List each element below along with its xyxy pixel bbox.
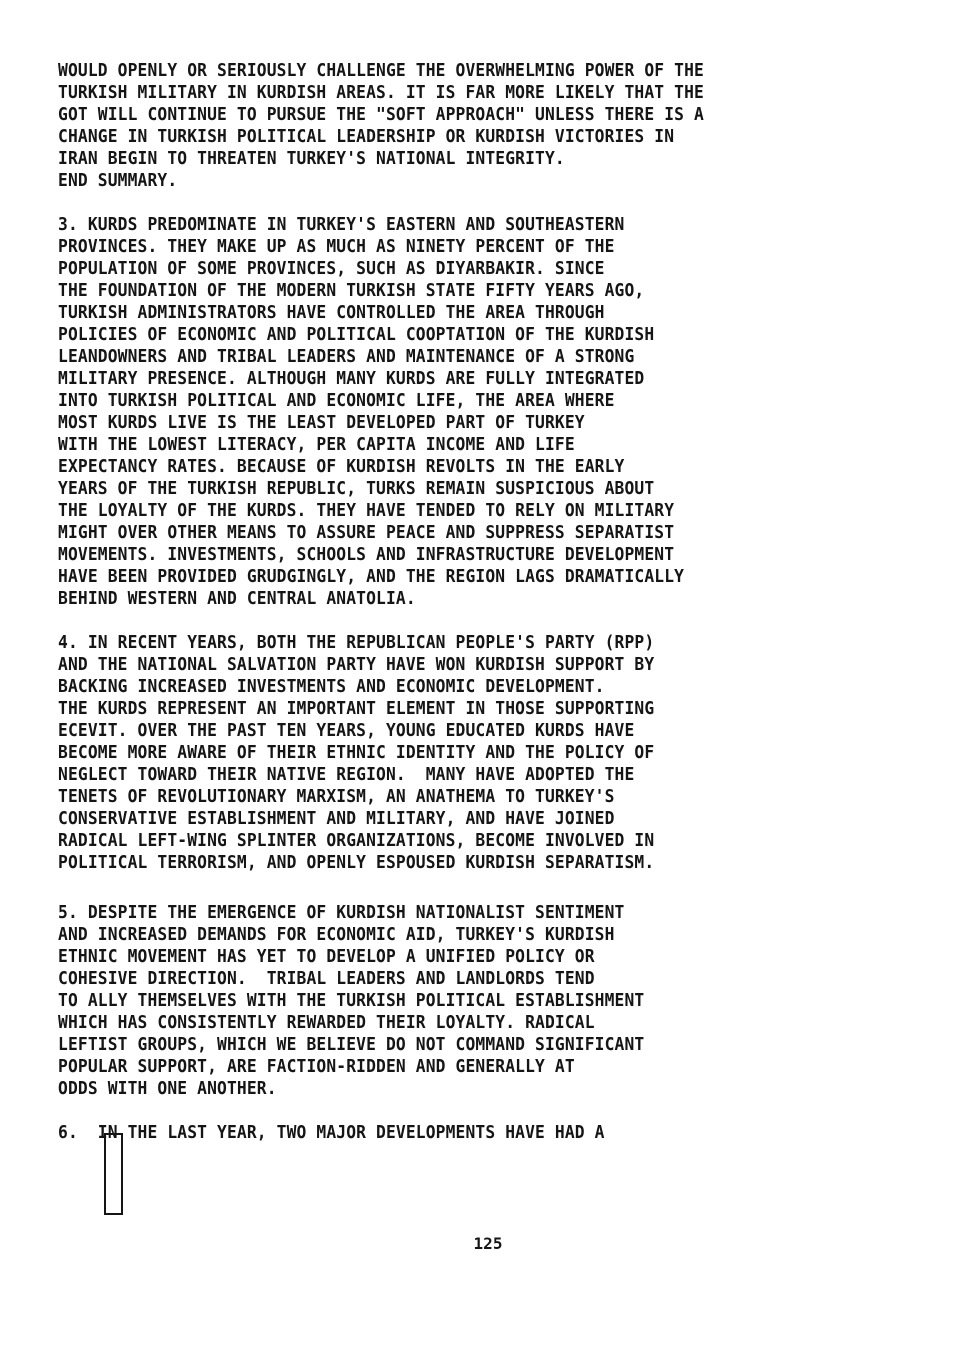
text-line: ECEVIT. OVER THE PAST TEN YEARS, YOUNG EDUCATED KURDS HAVE: [58, 721, 635, 741]
text-line: POLITICAL TERRORISM, AND OPENLY ESPOUSED KURDISH SEPARATISM.: [58, 853, 655, 873]
text-line: WHICH HAS CONSISTENTLY REWARDED THEIR LOYALTY. RADICAL: [58, 1013, 595, 1033]
text-line: GOT WILL CONTINUE TO PURSUE THE "SOFT APPROACH" UNLESS THERE IS A: [58, 105, 704, 125]
text-line: POLICIES OF ECONOMIC AND POLITICAL COOPTATION OF THE KURDISH: [58, 325, 655, 345]
text-line: POPULAR SUPPORT, ARE FACTION-RIDDEN AND GENERALLY AT: [58, 1057, 575, 1077]
text-line: WITH THE LOWEST LITERACY, PER CAPITA INCOME AND LIFE: [58, 435, 575, 455]
text-line: POPULATION OF SOME PROVINCES, SUCH AS DIYARBAKIR. SINCE: [58, 259, 605, 279]
page-number: 125: [473, 1234, 503, 1253]
text-line: MIGHT OVER OTHER MEANS TO ASSURE PEACE AND SUPPRESS SEPARATIST: [58, 523, 675, 543]
text-line: IRAN BEGIN TO THREATEN TURKEY'S NATIONAL INTEGRITY.: [58, 149, 565, 169]
text-line: 3. KURDS PREDOMINATE IN TURKEY'S EASTERN AND SOUTHEASTERN: [58, 215, 625, 235]
text-line: BECOME MORE AWARE OF THEIR ETHNIC IDENTITY AND THE POLICY OF: [58, 743, 655, 763]
text-line: TURKISH MILITARY IN KURDISH AREAS. IT IS FAR MORE LIKELY THAT THE: [58, 83, 704, 103]
text-line: HAVE BEEN PROVIDED GRUDGINGLY, AND THE REGION LAGS DRAMATICALLY: [58, 567, 685, 587]
paragraph-summary-end: [58, 60, 928, 192]
text-line: YEARS OF THE TURKISH REPUBLIC, TURKS REMAIN SUSPICIOUS ABOUT: [58, 479, 655, 499]
text-line: EXPECTANCY RATES. BECAUSE OF KURDISH REVOLTS IN THE EARLY: [58, 457, 625, 477]
text-line: RADICAL LEFT-WING SPLINTER ORGANIZATIONS, BECOME INVOLVED IN: [58, 831, 655, 851]
paragraph-4: [58, 632, 928, 874]
text-line: ETHNIC MOVEMENT HAS YET TO DEVELOP A UNIFIED POLICY OR: [58, 947, 595, 967]
text-line: 6. IN THE LAST YEAR, TWO MAJOR DEVELOPMENTS HAVE HAD A: [58, 1123, 605, 1143]
text-line: THE FOUNDATION OF THE MODERN TURKISH STATE FIFTY YEARS AGO,: [58, 281, 645, 301]
text-line: PROVINCES. THEY MAKE UP AS MUCH AS NINETY PERCENT OF THE: [58, 237, 615, 257]
text-line: INTO TURKISH POLITICAL AND ECONOMIC LIFE, THE AREA WHERE: [58, 391, 615, 411]
text-line: BACKING INCREASED INVESTMENTS AND ECONOMIC DEVELOPMENT.: [58, 677, 605, 697]
redaction-box: [104, 1133, 123, 1215]
text-line: AND INCREASED DEMANDS FOR ECONOMIC AID, TURKEY'S KURDISH: [58, 925, 615, 945]
text-line: LEFTIST GROUPS, WHICH WE BELIEVE DO NOT COMMAND SIGNIFICANT: [58, 1035, 645, 1055]
text-line: AND THE NATIONAL SALVATION PARTY HAVE WON KURDISH SUPPORT BY: [58, 655, 655, 675]
text-line: LEANDOWNERS AND TRIBAL LEADERS AND MAINTENANCE OF A STRONG: [58, 347, 635, 367]
text-line: MOST KURDS LIVE IS THE LEAST DEVELOPED PART OF TURKEY: [58, 413, 585, 433]
text-line: END SUMMARY.: [58, 171, 178, 191]
text-line: THE LOYALTY OF THE KURDS. THEY HAVE TENDED TO RELY ON MILITARY: [58, 501, 675, 521]
paragraph-5: [58, 902, 928, 1100]
text-line: WOULD OPENLY OR SERIOUSLY CHALLENGE THE OVERWHELMING POWER OF THE: [58, 61, 704, 81]
text-line: ODDS WITH ONE ANOTHER.: [58, 1079, 277, 1099]
text-line: THE KURDS REPRESENT AN IMPORTANT ELEMENT IN THOSE SUPPORTING: [58, 699, 655, 719]
text-line: MOVEMENTS. INVESTMENTS, SCHOOLS AND INFRASTRUCTURE DEVELOPMENT: [58, 545, 675, 565]
text-line: MILITARY PRESENCE. ALTHOUGH MANY KURDS ARE FULLY INTEGRATED: [58, 369, 645, 389]
paragraph-6: [58, 1122, 928, 1144]
text-line: 5. DESPITE THE EMERGENCE OF KURDISH NATIONALIST SENTIMENT: [58, 903, 625, 923]
text-line: BEHIND WESTERN AND CENTRAL ANATOLIA.: [58, 589, 416, 609]
text-line: 4. IN RECENT YEARS, BOTH THE REPUBLICAN PEOPLE'S PARTY (RPP): [58, 633, 655, 653]
text-line: CONSERVATIVE ESTABLISHMENT AND MILITARY, AND HAVE JOINED: [58, 809, 615, 829]
text-line: TURKISH ADMINISTRATORS HAVE CONTROLLED THE AREA THROUGH: [58, 303, 605, 323]
text-line: NEGLECT TOWARD THEIR NATIVE REGION. MANY HAVE ADOPTED THE: [58, 765, 635, 785]
text-line: TO ALLY THEMSELVES WITH THE TURKISH POLITICAL ESTABLISHMENT: [58, 991, 645, 1011]
paragraph-3: [58, 214, 928, 610]
text-line: COHESIVE DIRECTION. TRIBAL LEADERS AND LANDLORDS TEND: [58, 969, 595, 989]
text-line: TENETS OF REVOLUTIONARY MARXISM, AN ANATHEMA TO TURKEY'S: [58, 787, 615, 807]
text-line: CHANGE IN TURKISH POLITICAL LEADERSHIP OR KURDISH VICTORIES IN: [58, 127, 675, 147]
